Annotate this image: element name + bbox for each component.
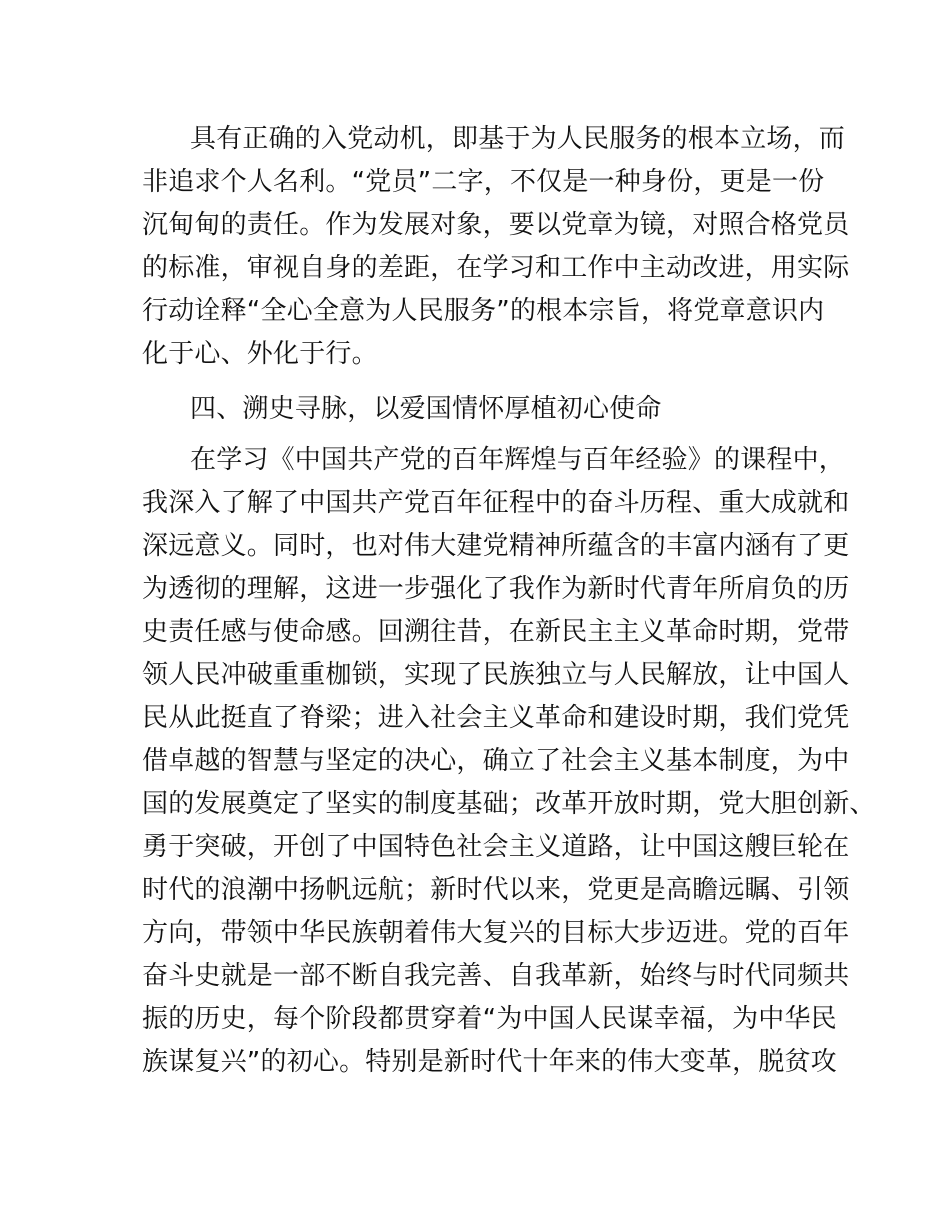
- text-line: 勇于突破，开创了中国特色社会主义道路，让中国这艘巨轮在: [142, 832, 850, 862]
- text-line: 非追求个人名利。“党员”二字，不仅是一种身份，更是一份: [142, 167, 825, 197]
- text-line: 振的历史，每个阶段都贯穿着“为中国人民谋幸福，为中华民: [142, 1004, 837, 1034]
- text-line: 在学习《中国共产党的百年辉煌与百年经验》的课程中，: [190, 445, 846, 475]
- text-line: 借卓越的智慧与坚定的决心，确立了社会主义基本制度，为中: [142, 746, 850, 776]
- text-line: 为透彻的理解，这进一步强化了我作为新时代青年所肩负的历: [142, 574, 850, 604]
- text-line: 国的发展奠定了坚实的制度基础；改革开放时期，党大胆创新、: [142, 789, 876, 819]
- text-line: 领人民冲破重重枷锁，实现了民族独立与人民解放，让中国人: [142, 660, 850, 690]
- text-line: 奋斗史就是一部不断自我完善、自我革新，始终与时代同频共: [142, 961, 850, 991]
- text-line: 化于心、外化于行。: [142, 339, 378, 369]
- text-line: 史责任感与使命感。回溯往昔，在新民主主义革命时期，党带: [142, 617, 850, 647]
- text-line: 民从此挺直了脊梁；进入社会主义革命和建设时期，我们党凭: [142, 703, 850, 733]
- text-line: 具有正确的入党动机，即基于为人民服务的根本立场，而: [190, 124, 846, 154]
- text-line: 的标准，审视自身的差距，在学习和工作中主动改进，用实际: [142, 253, 850, 283]
- text-line: 行动诠释“全心全意为人民服务”的根本宗旨，将党章意识内: [142, 296, 825, 326]
- text-line: 沉甸甸的责任。作为发展对象，要以党章为镜，对照合格党员: [142, 210, 850, 240]
- section-heading: 四、溯史寻脉，以爱国情怀厚植初心使命: [190, 394, 662, 424]
- text-line: 我深入了解了中国共产党百年征程中的奋斗历程、重大成就和: [142, 488, 850, 518]
- text-line: 族谋复兴”的初心。特别是新时代十年来的伟大变革，脱贫攻: [142, 1047, 837, 1077]
- text-line: 深远意义。同时，也对伟大建党精神所蕴含的丰富内涵有了更: [142, 531, 850, 561]
- text-line: 时代的浪潮中扬帆远航；新时代以来，党更是高瞻远瞩、引领: [142, 875, 850, 905]
- text-line: 方向，带领中华民族朝着伟大复兴的目标大步迈进。党的百年: [142, 918, 850, 948]
